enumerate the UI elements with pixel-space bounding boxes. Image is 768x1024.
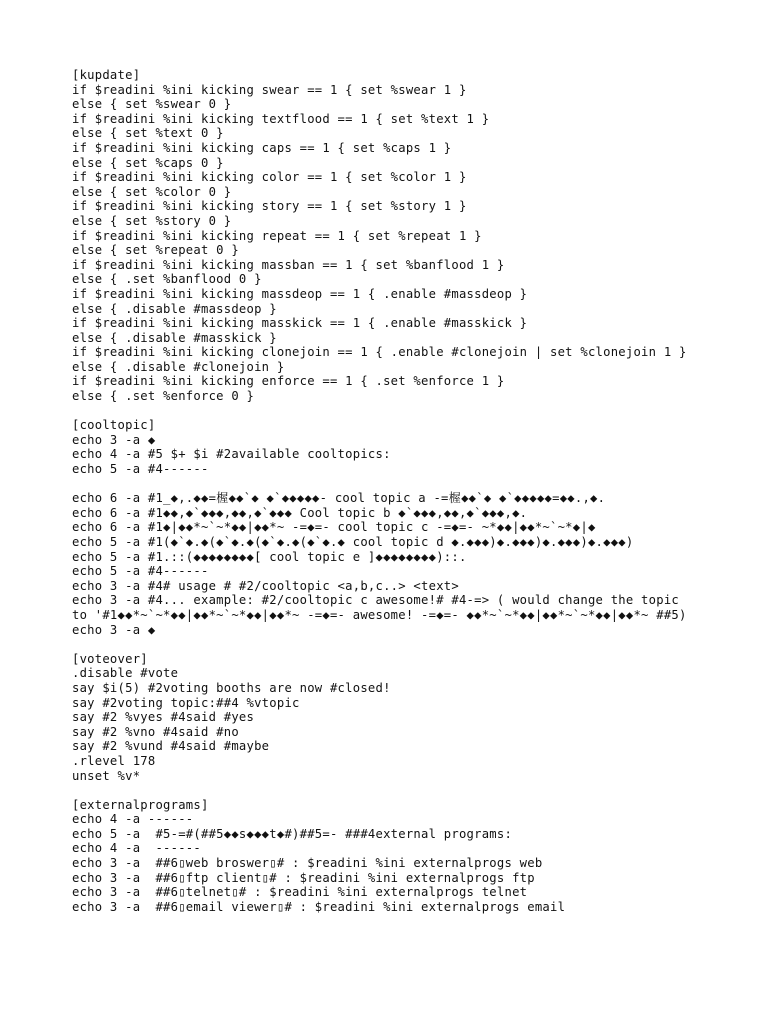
- code-line: say #2 %vno #4said #no: [72, 724, 239, 739]
- section-cooltopic: [72, 418, 768, 637]
- code-line: echo 3 -a ##6▯web broswer▯# : $readini %ini externalprogs web: [72, 856, 543, 871]
- code-line: say #2 %vyes #4said #yes: [72, 710, 255, 725]
- code-line: if $readini %ini kicking enforce == 1 { .set %enforce 1 }: [72, 374, 505, 389]
- section-gap: [72, 637, 768, 652]
- code-line: echo 4 -a #5 $+ $i #2available cooltopics:: [72, 447, 391, 462]
- section-gap: [72, 783, 768, 798]
- code-line: echo 5 -a #1.::(◆◆◆◆◆◆◆◆[ cool topic e ]◆◆◆◆◆◆◆◆)::.: [72, 549, 467, 564]
- code-line: else { .disable #clonejoin }: [72, 359, 285, 374]
- code-line: echo 5 -a #5-=#(##5◆◆s◆◆◆t◆#)##5=- ###4external programs:: [72, 826, 513, 841]
- code-line: echo 3 -a ◆: [72, 622, 156, 637]
- section-header: [externalprograms]: [72, 797, 209, 812]
- code-line: unset %v*: [72, 768, 141, 783]
- code-line: else { .set %enforce 0 }: [72, 389, 255, 404]
- code-line: if $readini %ini kicking repeat == 1 { set %repeat 1 }: [72, 228, 482, 243]
- code-line: echo 6 -a #1_◆,.◆◆=楃◆◆`◆ ◆`◆◆◆◆◆- cool topic a -=楃◆◆`◆ ◆`◆◆◆◆◆=◆◆.,◆.: [72, 491, 606, 506]
- code-line: echo 5 -a #4------: [72, 462, 209, 477]
- code-line: else { set %repeat 0 }: [72, 243, 239, 258]
- code-line: say $i(5) #2voting booths are now #closed!: [72, 680, 391, 695]
- code-line: to '#1◆◆*~`~*◆◆|◆◆*~`~*◆◆|◆◆*~ -=◆=- awesome! -=◆=- ◆◆*~`~*◆◆|◆◆*~`~*◆◆|◆◆*~ ##5): [72, 607, 687, 622]
- section-kupdate: [72, 68, 768, 404]
- code-line: else { set %color 0 }: [72, 184, 232, 199]
- section-header: [kupdate]: [72, 68, 141, 82]
- section-header: [voteover]: [72, 651, 148, 666]
- code-line: else { set %story 0 }: [72, 213, 232, 228]
- code-line: if $readini %ini kicking color == 1 { set %color 1 }: [72, 170, 467, 185]
- code-line: echo 6 -a #1◆|◆◆*~`~*◆◆|◆◆*~ -=◆=- cool topic c -=◆=- ~*◆◆|◆◆*~`~*◆|◆: [72, 520, 596, 535]
- code-line: echo 3 -a ##6▯ftp client▯# : $readini %ini externalprogs ftp: [72, 870, 535, 885]
- code-line: echo 4 -a ------: [72, 812, 194, 827]
- code-line: echo 5 -a #1(◆`◆.◆(◆`◆.◆(◆`◆.◆(◆`◆.◆ cool topic d ◆.◆◆◆)◆.◆◆◆)◆.◆◆◆)◆.◆◆◆): [72, 535, 634, 549]
- code-line: .rlevel 178: [72, 753, 156, 768]
- section-externalprograms: [72, 798, 768, 915]
- code-line: if $readini %ini kicking swear == 1 { set %swear 1 }: [72, 82, 467, 97]
- code-line: say #2voting topic:##4 %vtopic: [72, 695, 300, 710]
- code-line: else { .disable #masskick }: [72, 330, 277, 345]
- code-line: else { set %caps 0 }: [72, 155, 224, 170]
- code-line: if $readini %ini kicking massban == 1 { set %banflood 1 }: [72, 257, 505, 272]
- code-line: if $readini %ini kicking story == 1 { set %story 1 }: [72, 199, 467, 214]
- code-line: if $readini %ini kicking caps == 1 { set %caps 1 }: [72, 140, 452, 155]
- code-line: say #2 %vund #4said #maybe: [72, 739, 270, 754]
- code-line: echo 5 -a #4------: [72, 564, 209, 579]
- code-line: if $readini %ini kicking massdeop == 1 { .enable #massdeop }: [72, 286, 528, 301]
- section-gap: [72, 404, 768, 419]
- code-line: echo 4 -a ------: [72, 841, 201, 856]
- code-line: else { .set %banflood 0 }: [72, 272, 262, 287]
- code-line: echo 3 -a #4# usage # #2/cooltopic <a,b,c..> <text>: [72, 578, 459, 593]
- code-line: echo 3 -a ##6▯email viewer▯# : $readini %ini externalprogs email: [72, 899, 566, 914]
- code-line: if $readini %ini kicking textflood == 1 { set %text 1 }: [72, 111, 490, 126]
- code-line: if $readini %ini kicking masskick == 1 { .enable #masskick }: [72, 316, 528, 331]
- code-line: else { set %text 0 }: [72, 126, 224, 141]
- section-voteover: [72, 652, 768, 783]
- code-line: .disable #vote: [72, 666, 179, 681]
- code-line: if $readini %ini kicking clonejoin == 1 { .enable #clonejoin | set %clonejoin 1 }: [72, 345, 687, 360]
- code-line: echo 3 -a #4... example: #2/cooltopic c awesome!# #4-=> ( would change the topic: [72, 593, 679, 608]
- code-line: echo 6 -a #1◆◆,◆`◆◆◆,◆◆,◆`◆◆◆ Cool topic b ◆`◆◆◆,◆◆,◆`◆◆◆,◆.: [72, 505, 528, 520]
- code-line: echo 3 -a ##6▯telnet▯# : $readini %ini externalprogs telnet: [72, 885, 528, 900]
- code-line: else { .disable #massdeop }: [72, 301, 277, 316]
- section-header: [cooltopic]: [72, 418, 156, 433]
- script-document: [72, 68, 768, 914]
- code-line: echo 3 -a ◆: [72, 432, 156, 447]
- code-line: [72, 477, 768, 492]
- code-line: else { set %swear 0 }: [72, 97, 232, 112]
